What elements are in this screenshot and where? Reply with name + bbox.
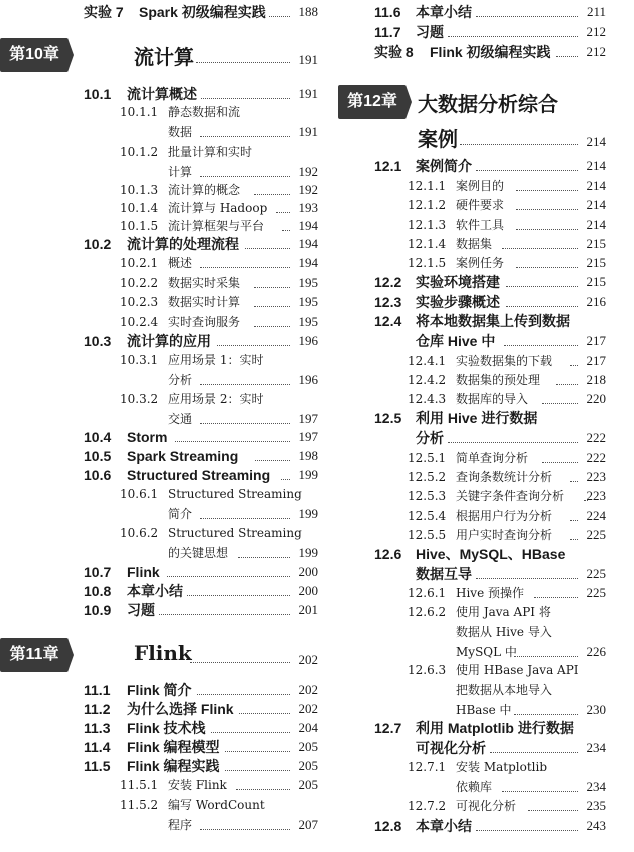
- entry-number: 10.3: [84, 333, 112, 349]
- entry-title: 应用场景 1：实时: [168, 353, 264, 367]
- dot-leader: [276, 212, 290, 213]
- dot-leader: [516, 229, 578, 230]
- entry-number: 12.1.5: [408, 256, 447, 270]
- dot-leader: [159, 614, 290, 615]
- chapter-badge: 第10章: [0, 38, 68, 72]
- dot-leader: [200, 829, 290, 830]
- entry-number: 12.8: [374, 818, 402, 834]
- page-number: 195: [298, 294, 318, 309]
- entry-number: 12.5.3: [408, 489, 447, 503]
- entry-number: 12.6.2: [408, 605, 447, 619]
- dot-leader: [460, 144, 578, 145]
- dot-leader: [281, 479, 290, 480]
- page-number: 192: [298, 164, 318, 179]
- dot-leader: [476, 830, 578, 831]
- dot-leader: [201, 98, 290, 99]
- entry-title: 为什么选择 Flink: [127, 701, 234, 717]
- dot-leader: [225, 770, 290, 771]
- page-number: 243: [586, 818, 606, 833]
- entry-title: 本章小结: [416, 4, 472, 20]
- dot-leader: [239, 713, 290, 714]
- page-number: 226: [586, 644, 606, 659]
- page-number: 234: [586, 740, 606, 755]
- chapter-title: 大数据分析综合: [418, 92, 558, 116]
- entry-title: 流计算框架与平台: [168, 219, 265, 233]
- entry-number: 10.1: [84, 86, 112, 102]
- entry-title: 可视化分析: [416, 740, 486, 756]
- entry-number: 10.3.1: [120, 353, 159, 367]
- entry-number: 11.1: [84, 682, 111, 698]
- entry-title: 分析: [168, 373, 193, 387]
- page-number: 222: [586, 450, 606, 465]
- page-number: 194: [298, 218, 318, 233]
- entry-title: 使用 Java API 将: [456, 605, 551, 619]
- entry-title: 数据互导: [416, 566, 472, 582]
- entry-title: 分析: [416, 430, 444, 446]
- chapter-title: 流计算: [134, 45, 194, 69]
- page-number: 205: [298, 758, 318, 773]
- dot-leader: [570, 520, 578, 521]
- page-number: 200: [298, 583, 318, 598]
- entry-number: 12.4.2: [408, 373, 447, 387]
- page-number: 215: [586, 236, 606, 251]
- page-number: 194: [298, 255, 318, 270]
- dot-leader: [528, 810, 578, 811]
- entry-number: 12.1: [374, 158, 402, 174]
- dot-leader: [211, 732, 290, 733]
- entry-number: 12.1.1: [408, 179, 447, 193]
- dot-leader: [490, 752, 578, 753]
- page-number: 216: [586, 294, 606, 309]
- page-number: 197: [298, 429, 318, 444]
- dot-leader: [254, 306, 290, 307]
- entry-title: 实验步骤概述: [416, 294, 500, 310]
- dot-leader: [570, 365, 578, 366]
- entry-title: 使用 HBase Java API: [456, 663, 579, 677]
- page-number: 207: [298, 817, 318, 832]
- page-number: 205: [298, 739, 318, 754]
- entry-number: 11.5.1: [120, 778, 159, 792]
- dot-leader: [254, 287, 290, 288]
- entry-number: 10.1.5: [120, 219, 159, 233]
- page-number: 230: [586, 702, 606, 717]
- entry-number: 10.3.2: [120, 392, 159, 406]
- entry-title: 把数据从本地导入: [456, 683, 553, 697]
- page-number: 220: [586, 391, 606, 406]
- page-number: 218: [586, 372, 606, 387]
- dot-leader: [197, 694, 290, 695]
- entry-number: 11.6: [374, 4, 401, 20]
- entry-title: Storm: [127, 429, 168, 445]
- entry-title: 可视化分析: [456, 799, 517, 813]
- entry-number: 10.8: [84, 583, 112, 599]
- entry-title: 计算: [168, 165, 193, 179]
- page-number: 214: [586, 158, 606, 173]
- entry-title: 的关键思想: [168, 546, 229, 560]
- dot-leader: [200, 176, 290, 177]
- entry-title: 简单查询分析: [456, 451, 529, 465]
- dot-leader: [200, 384, 290, 385]
- dot-leader: [476, 578, 578, 579]
- dot-leader: [225, 751, 290, 752]
- chapter-badge: 第12章: [338, 85, 406, 119]
- entry-title: 习题: [416, 24, 444, 40]
- chapter-badge: 第11章: [0, 638, 68, 672]
- entry-number: 12.7: [374, 720, 402, 736]
- entry-title: 实验数据集的下载: [456, 354, 553, 368]
- entry-number: 10.2: [84, 236, 112, 252]
- page-number: 234: [586, 779, 606, 794]
- entry-title: 本章小结: [127, 583, 183, 599]
- entry-title: 数据实时采集: [168, 276, 241, 290]
- entry-title: 关键字条件查询分析: [456, 489, 565, 503]
- page-number: 217: [586, 333, 606, 348]
- page-number: 202: [298, 652, 318, 667]
- entry-number: 12.3: [374, 294, 402, 310]
- entry-number: 12.7.2: [408, 799, 447, 813]
- entry-number: 12.6.3: [408, 663, 447, 677]
- page-number: 188: [298, 4, 318, 19]
- entry-number: 12.4.3: [408, 392, 447, 406]
- entry-number: 11.2: [84, 701, 111, 717]
- page-number: 211: [586, 4, 606, 19]
- dot-leader: [200, 136, 290, 137]
- dot-leader: [476, 16, 578, 17]
- dot-leader: [534, 597, 578, 598]
- entry-title: 交通: [168, 412, 193, 426]
- page-number: 223: [586, 488, 606, 503]
- page-number: 199: [298, 467, 318, 482]
- page-number: 195: [298, 314, 318, 329]
- dot-leader: [506, 286, 578, 287]
- dot-leader: [255, 460, 290, 461]
- chapter-heading[interactable]: [0, 638, 328, 674]
- page-number: 196: [298, 372, 318, 387]
- entry-number: 10.4: [84, 429, 112, 445]
- dot-leader: [236, 789, 290, 790]
- dot-leader: [282, 230, 290, 231]
- entry-title: 利用 Hive 进行数据: [416, 410, 538, 426]
- dot-leader: [200, 518, 290, 519]
- page-number: 215: [586, 255, 606, 270]
- entry-number: 10.6.1: [120, 487, 159, 501]
- page-number: 212: [586, 44, 606, 59]
- page-number: 196: [298, 333, 318, 348]
- entry-number: 10.1.4: [120, 201, 159, 215]
- entry-number: 11.3: [84, 720, 111, 736]
- entry-number: 12.5.5: [408, 528, 447, 542]
- entry-number: 10.2.2: [120, 276, 159, 290]
- entry-title: 简介: [168, 507, 193, 521]
- entry-number: 12.6.1: [408, 586, 447, 600]
- entry-title: 硬件要求: [456, 198, 505, 212]
- dot-leader: [504, 345, 578, 346]
- entry-number: 10.5: [84, 448, 112, 464]
- entry-title: 数据集的预处理: [456, 373, 541, 387]
- page-number: 214: [586, 197, 606, 212]
- page-number: 191: [298, 124, 318, 139]
- entry-title: Spark 初级编程实践: [139, 4, 266, 20]
- chapter-title: 案例: [418, 127, 458, 151]
- entry-number: 实验 8: [374, 44, 414, 60]
- dot-leader: [506, 306, 578, 307]
- entry-number: 10.2.4: [120, 315, 159, 329]
- dot-leader: [217, 345, 290, 346]
- page-number: 205: [298, 777, 318, 792]
- chapter-title: Flink: [134, 641, 192, 665]
- chapter-heading[interactable]: [0, 38, 328, 74]
- dot-leader: [187, 595, 290, 596]
- dot-leader: [448, 36, 578, 37]
- entry-title: 数据实时计算: [168, 295, 241, 309]
- page-number: 235: [586, 798, 606, 813]
- entry-title: 流计算的概念: [168, 183, 241, 197]
- entry-title: 流计算概述: [127, 86, 197, 102]
- entry-title: Structured Streaming: [168, 526, 302, 540]
- entry-number: 12.6: [374, 546, 402, 562]
- page-number: 223: [586, 469, 606, 484]
- entry-number: 12.5.1: [408, 451, 447, 465]
- entry-title: Structured Streaming: [127, 467, 271, 483]
- page-number: 197: [298, 411, 318, 426]
- entry-number: 12.5.2: [408, 470, 447, 484]
- dot-leader: [448, 442, 578, 443]
- dot-leader: [570, 539, 578, 540]
- page-number: 215: [586, 274, 606, 289]
- entry-title: Spark Streaming: [127, 448, 239, 464]
- entry-title: Flink 编程实践: [127, 758, 220, 774]
- entry-number: 10.1.1: [120, 105, 159, 119]
- entry-title: Hive、MySQL、HBase: [416, 546, 566, 562]
- entry-number: 12.1.3: [408, 218, 447, 232]
- entry-title: 流计算的处理流程: [127, 236, 239, 252]
- entry-number: 10.1.3: [120, 183, 159, 197]
- entry-title: Flink: [127, 564, 160, 580]
- page-number: 225: [586, 527, 606, 542]
- dot-leader: [516, 267, 578, 268]
- entry-number: 11.7: [374, 24, 401, 40]
- chapter-heading[interactable]: [338, 85, 628, 121]
- entry-number: 12.1.2: [408, 198, 447, 212]
- entry-title: 仓库 Hive 中: [416, 333, 496, 349]
- page-number: 204: [298, 720, 318, 735]
- page-number: 224: [586, 508, 606, 523]
- dot-leader: [476, 170, 578, 171]
- dot-leader: [269, 16, 290, 17]
- entry-title: 数据集: [456, 237, 493, 251]
- entry-number: 10.9: [84, 602, 112, 618]
- entry-number: 12.5: [374, 410, 402, 426]
- page-number: 202: [298, 682, 318, 697]
- entry-title: 依赖库: [456, 780, 493, 794]
- entry-number: 11.5.2: [120, 798, 159, 812]
- dot-leader: [167, 576, 290, 577]
- dot-leader: [175, 441, 290, 442]
- entry-number: 10.1.2: [120, 145, 159, 159]
- page-number: 191: [298, 86, 318, 101]
- entry-title: Flink 初级编程实践: [430, 44, 551, 60]
- entry-number: 10.6: [84, 467, 112, 483]
- entry-title: 流计算与 Hadoop: [168, 201, 268, 215]
- entry-title: 实验环境搭建: [416, 274, 500, 290]
- page-number: 222: [586, 430, 606, 445]
- dot-leader: [556, 56, 578, 57]
- page-number: 191: [298, 52, 318, 67]
- dot-leader: [502, 791, 578, 792]
- dot-leader: [542, 462, 578, 463]
- entry-title: Flink 技术栈: [127, 720, 206, 736]
- dot-leader: [516, 190, 578, 191]
- dot-leader: [200, 267, 290, 268]
- entry-title: 概述: [168, 256, 193, 270]
- entry-number: 10.2.3: [120, 295, 159, 309]
- entry-title: 案例目的: [456, 179, 505, 193]
- entry-title: 案例简介: [416, 158, 472, 174]
- page-number: 192: [298, 182, 318, 197]
- entry-title: Flink 简介: [127, 682, 192, 698]
- page-number: 225: [586, 566, 606, 581]
- dot-leader: [516, 209, 578, 210]
- entry-title: 本章小结: [416, 818, 472, 834]
- entry-title: 将本地数据集上传到数据: [416, 313, 570, 329]
- dot-leader: [254, 194, 290, 195]
- page-number: 225: [586, 585, 606, 600]
- entry-title: 数据: [168, 125, 193, 139]
- entry-number: 12.5.4: [408, 509, 447, 523]
- entry-title: Hive 预操作: [456, 586, 524, 600]
- entry-title: HBase 中: [456, 703, 512, 717]
- entry-title: 软件工具: [456, 218, 505, 232]
- entry-title: 静态数据和流: [168, 105, 241, 119]
- page-number: 198: [298, 448, 318, 463]
- entry-title: Flink 编程模型: [127, 739, 220, 755]
- entry-number: 12.4: [374, 313, 402, 329]
- page-number: 202: [298, 701, 318, 716]
- entry-title: 查询条数统计分析: [456, 470, 553, 484]
- entry-title: 利用 Matplotlib 进行数据: [416, 720, 574, 736]
- dot-leader: [514, 714, 578, 715]
- entry-number: 12.4.1: [408, 354, 447, 368]
- dot-leader: [254, 326, 290, 327]
- page-number: 212: [586, 24, 606, 39]
- entry-title: Structured Streaming: [168, 487, 302, 501]
- page-number: 214: [586, 134, 606, 149]
- page-number: 201: [298, 602, 318, 617]
- entry-title: 流计算的应用: [127, 333, 211, 349]
- dot-leader: [542, 403, 578, 404]
- dot-leader: [190, 662, 290, 663]
- entry-title: 案例任务: [456, 256, 505, 270]
- dot-leader: [556, 384, 578, 385]
- dot-leader: [514, 656, 578, 657]
- entry-title: 安装 Matplotlib: [456, 760, 548, 774]
- entry-number: 10.7: [84, 564, 112, 580]
- page-number: 193: [298, 200, 318, 215]
- entry-number: 11.4: [84, 739, 111, 755]
- dot-leader: [196, 62, 290, 63]
- dot-leader: [200, 423, 290, 424]
- entry-title: 习题: [127, 602, 155, 618]
- entry-number: 11.5: [84, 758, 111, 774]
- entry-number: 10.6.2: [120, 526, 159, 540]
- page-number: 194: [298, 236, 318, 251]
- dot-leader: [238, 557, 290, 558]
- page-number: 217: [586, 353, 606, 368]
- entry-title: 数据从 Hive 导入: [456, 625, 552, 639]
- entry-title: 批量计算和实时: [168, 145, 253, 159]
- entry-number: 12.2: [374, 274, 402, 290]
- entry-title: 根据用户行为分析: [456, 509, 553, 523]
- entry-title: 数据库的导入: [456, 392, 529, 406]
- page-number: 214: [586, 178, 606, 193]
- entry-number: 10.2.1: [120, 256, 159, 270]
- entry-title: 应用场景 2：实时: [168, 392, 264, 406]
- entry-title: 用户实时查询分析: [456, 528, 553, 542]
- page-number: 199: [298, 545, 318, 560]
- entry-title: MySQL 中: [456, 645, 517, 659]
- dot-leader: [502, 248, 578, 249]
- page-number: 199: [298, 506, 318, 521]
- entry-title: 实时查询服务: [168, 315, 241, 329]
- entry-number: 实验 7: [84, 4, 124, 20]
- chapter-heading[interactable]: [338, 120, 628, 156]
- page-number: 195: [298, 275, 318, 290]
- page-number: 214: [586, 217, 606, 232]
- entry-number: 12.1.4: [408, 237, 447, 251]
- entry-title: 程序: [168, 818, 193, 832]
- entry-number: 12.7.1: [408, 760, 447, 774]
- dot-leader: [245, 248, 290, 249]
- dot-leader: [570, 481, 578, 482]
- entry-title: 安装 Flink: [168, 778, 227, 792]
- page-number: 200: [298, 564, 318, 579]
- entry-title: 编写 WordCount: [168, 798, 265, 812]
